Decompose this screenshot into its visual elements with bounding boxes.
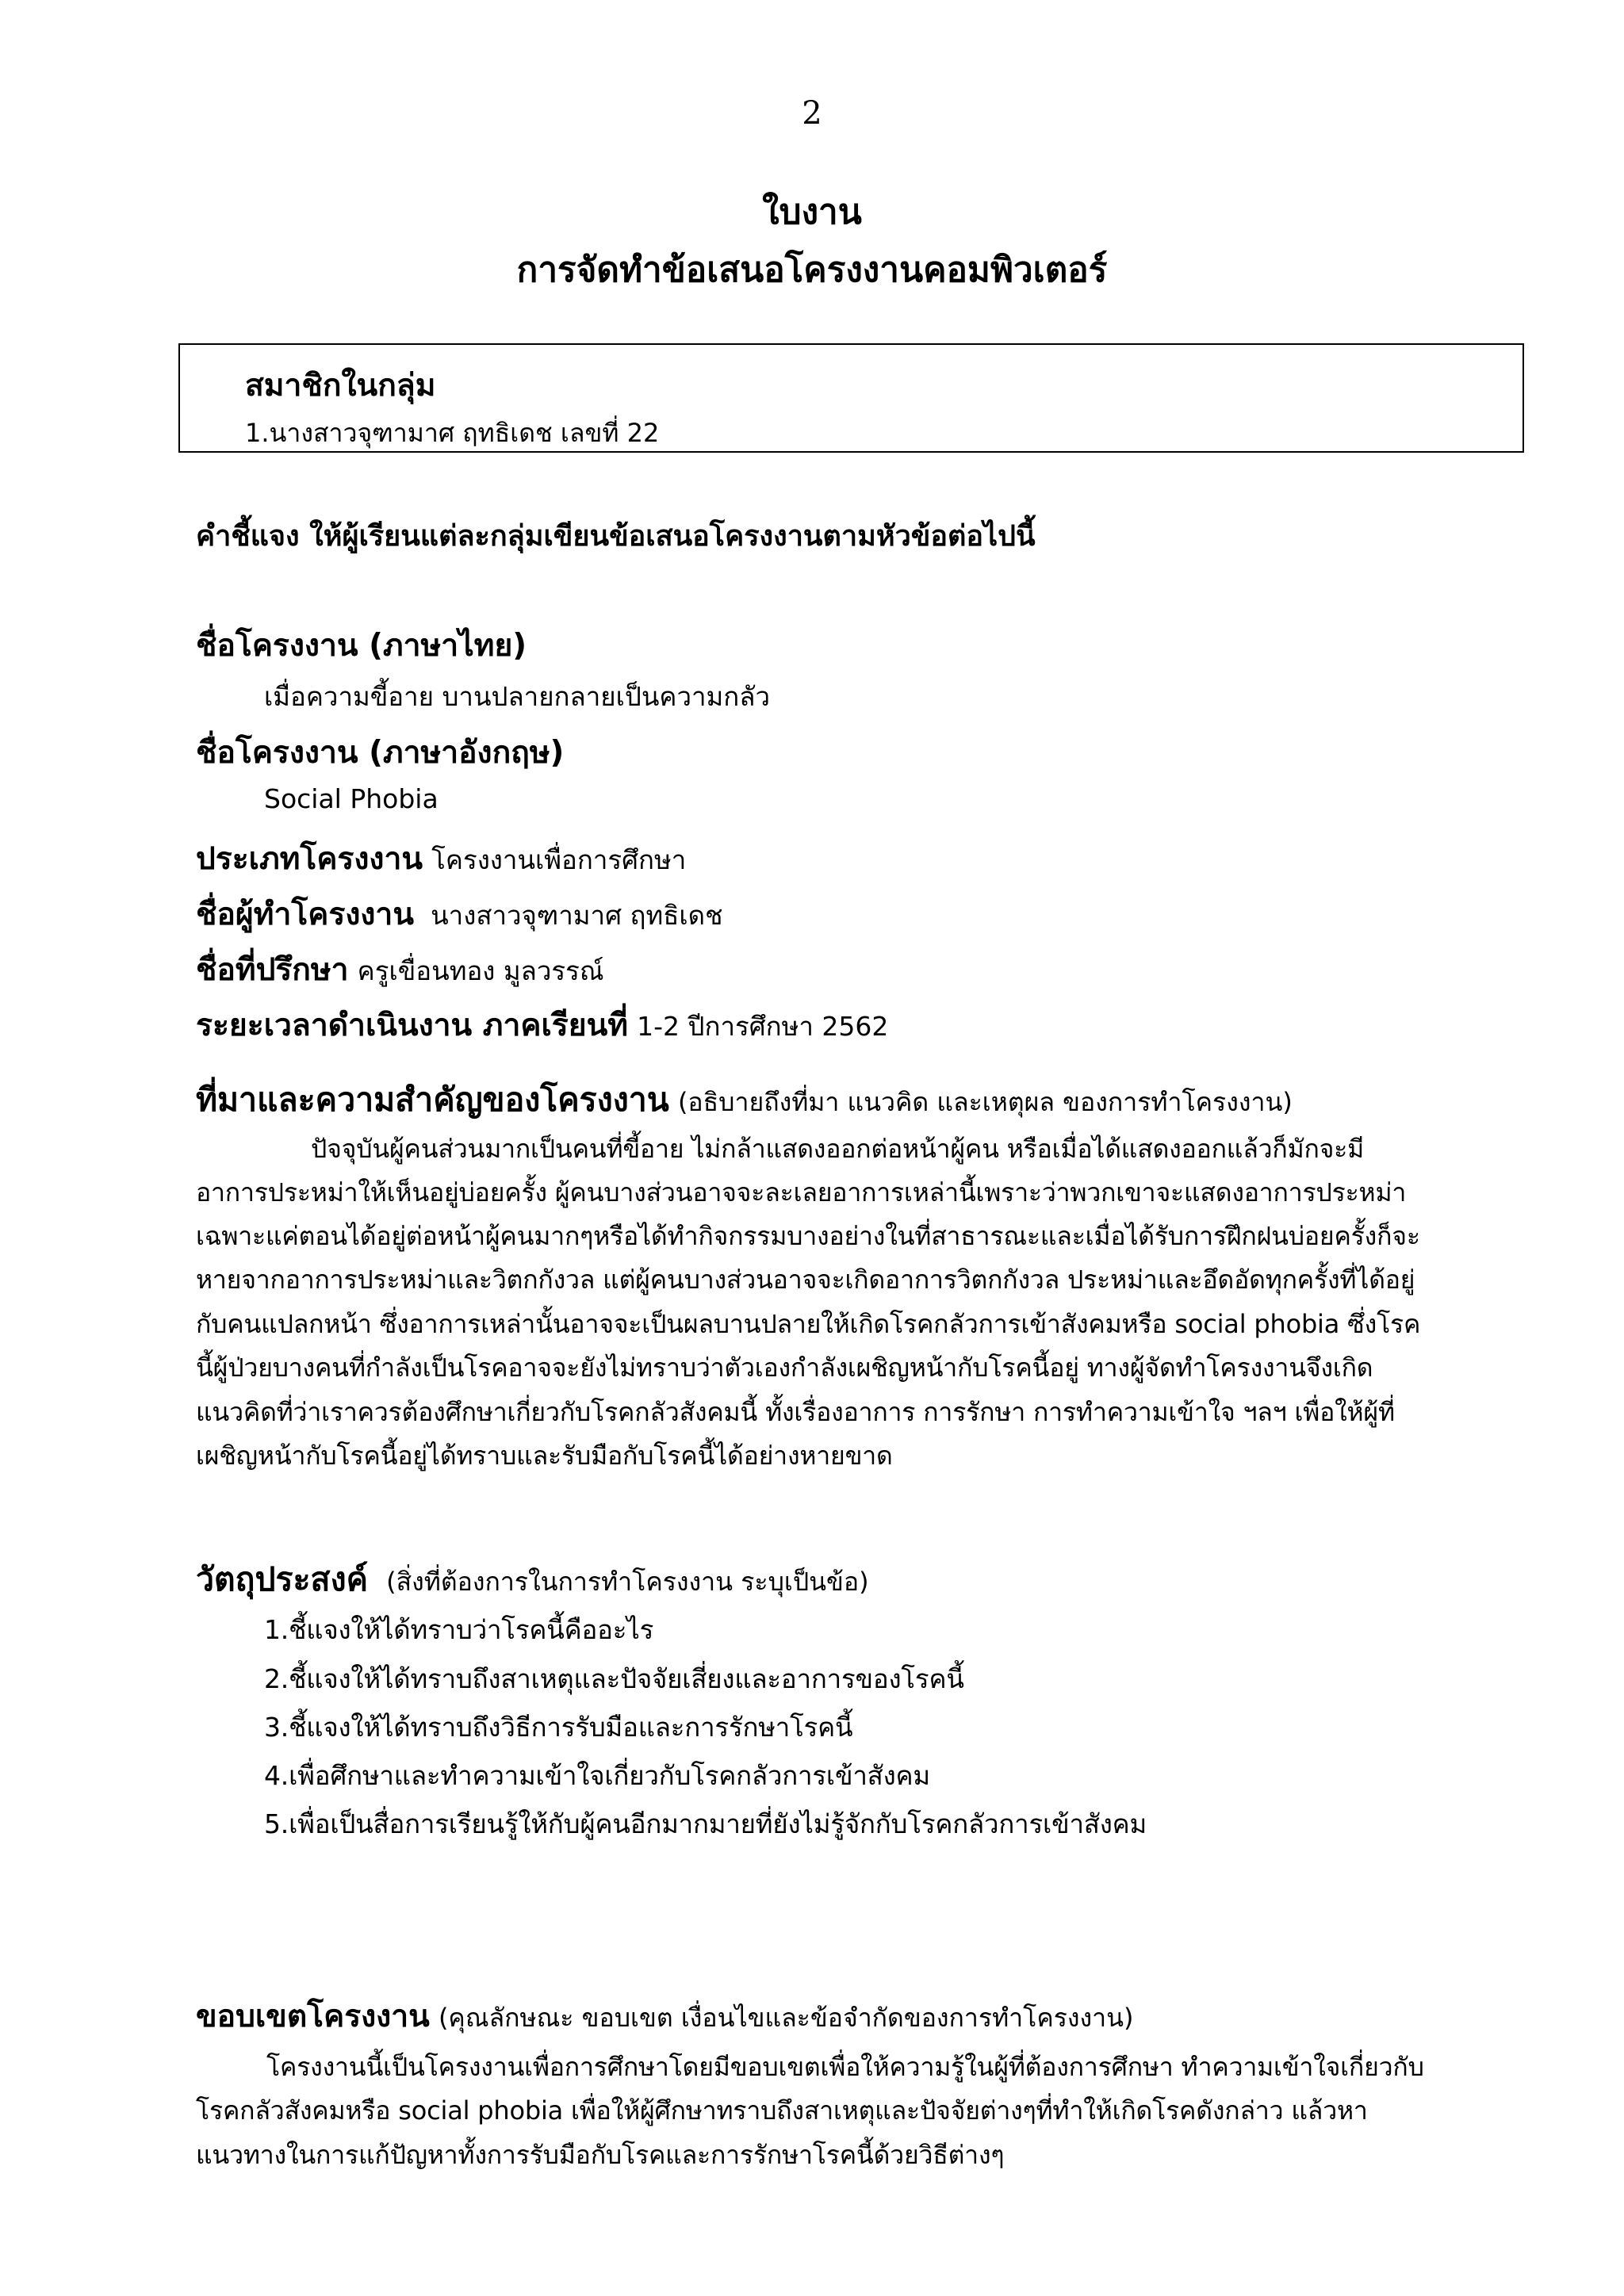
objectives-heading-row — [196, 1554, 869, 1605]
scope-line: แนวทางในการแก้ปัญหาทั้งการรับมือกับโรคและการรักษาโรคนี้ด้วยวิธีต่างๆ — [196, 2140, 1005, 2170]
scope-line: โรคกลัวสังคมหรือ social phobia เพื่อให้ผู้ศึกษาทราบถึงสาเหตุและปัจจัยต่างๆที่ทำให้เกิดโรคดังกล่าว แล้วหา — [196, 2095, 1368, 2126]
duration-value: 1-2 ปีการศึกษา 2562 — [637, 1011, 889, 1042]
objective-item: 5.เพื่อเป็นสื่อการเรียนรู้ให้กับผู้คนอีกมากมายที่ยังไม่รู้จักกับโรคกลัวการเข้าสังคม — [264, 1808, 1147, 1839]
scope-heading-row — [196, 1992, 1134, 2041]
project-type-row — [196, 834, 686, 883]
project-type-value: โครงงานเพื่อการศึกษา — [431, 844, 687, 875]
background-line: แนวคิดที่ว่าเราควรต้องศึกษาเกี่ยวกับโรคกลัวสังคมนี้ ทั้งเรื่องอาการ การรักษา การทำความเข้าใจ ฯลฯ เพื่อให้ผู้ที่ — [196, 1397, 1395, 1427]
project-name-en-label: ชื่อโครงงาน (ภาษาอังกฤษ) — [196, 735, 565, 771]
project-type-label: ประเภทโครงงาน — [196, 841, 423, 877]
background-heading-row — [196, 1074, 1293, 1126]
objective-item: 2.ชี้แจงให้ได้ทราบถึงสาเหตุและปัจจัยเสี่ยงและอาการของโรคนี้ — [264, 1663, 964, 1694]
worksheet-subtitle: การจัดทำข้อเสนอโครงงานคอมพิวเตอร์ — [516, 250, 1108, 290]
objectives-label: วัตถุประสงค์ — [196, 1560, 369, 1598]
background-line: ปัจจุบันผู้คนส่วนมากเป็นคนที่ขี้อาย ไม่กล้าแสดงออกต่อหน้าผู้คน หรือเมื่อได้แสดงออกแล้วก็มักจะมี — [311, 1134, 1365, 1164]
background-line: หายจากอาการประหม่าและวิตกกังวล แต่ผู้คนบางส่วนอาจจะเกิดอาการวิตกกังวล ประหม่าและอึดอัดทุกครั้งที่ได้อยู่ — [196, 1265, 1415, 1295]
background-note: (อธิบายถึงที่มา แนวคิด และเหตุผล ของการทำโครงงาน) — [677, 1087, 1293, 1117]
objective-item: 1.ชี้แจงให้ได้ทราบว่าโรคนี้คืออะไร — [264, 1614, 654, 1645]
background-line: เผชิญหน้ากับโรคนี้อยู่ได้ทราบและรับมือกับโรคนี้ได้อย่างหายขาด — [196, 1441, 893, 1471]
author-value: นางสาวจุฑามาศ ฤทธิเดช — [431, 900, 723, 931]
background-label: ที่มาและความสำคัญของโครงงาน — [196, 1081, 669, 1119]
advisor-value: ครูเขื่อนทอง มูลวรรณ์ — [357, 955, 604, 986]
project-name-th-value: เมื่อความขี้อาย บานปลายกลายเป็นความกลัว — [264, 681, 771, 712]
members-box — [178, 343, 1524, 453]
project-name-th-label: ชื่อโครงงาน (ภาษาไทย) — [196, 628, 527, 664]
background-line: กับคนแปลกหน้า ซึ่งอาการเหล่านั้นอาจจะเป็นผลบานปลายให้เกิดโรคกลัวการเข้าสังคมหรือ social phobia ซึ่งโรค — [196, 1309, 1421, 1339]
objectives-note: (สิ่งที่ต้องการในการทำโครงงาน ระบุเป็นข้อ) — [386, 1567, 869, 1597]
advisor-label: ชื่อที่ปรึกษา — [196, 952, 349, 988]
project-name-en-value: Social Phobia — [264, 783, 439, 814]
member-item: 1.นางสาวจุฑามาศ ฤทธิเดช เลขที่ 22 — [245, 418, 660, 448]
objective-item: 3.ชี้แจงให้ได้ทราบถึงวิธีการรับมือและการรักษาโรคนี้ — [264, 1712, 853, 1743]
instruction-text: คำชี้แจง ให้ผู้เรียนแต่ละกลุ่มเขียนข้อเสนอโครงงานตามหัวข้อต่อไปนี้ — [196, 520, 1036, 553]
scope-line: โครงงานนี้เป็นโครงงานเพื่อการศึกษาโดยมีขอบเขตเพื่อให้ความรู้ในผู้ที่ต้องการศึกษา ทำความเข้าใจเกี่ยวกับ — [266, 2052, 1424, 2082]
page-number: 2 — [802, 95, 822, 132]
background-line: เฉพาะแค่ตอนได้อยู่ต่อหน้าผู้คนมากๆหรือได้ทำกิจกรรมบางอย่างในที่สาธารณะและเมื่อได้รับการฝึกฝนบ่อยครั้งก็จะ — [196, 1221, 1420, 1251]
author-label: ชื่อผู้ทำโครงงาน — [196, 897, 414, 932]
author-row — [196, 890, 723, 939]
duration-row — [196, 1001, 888, 1050]
advisor-row — [196, 945, 603, 994]
background-line: นี้ผู้ป่วยบางคนที่กำลังเป็นโรคอาจจะยังไม่ทราบว่าตัวเองกำลังเผชิญหน้ากับโรคนี้อยู่ ทางผู้จัดทำโครงงานจึงเกิด — [196, 1353, 1373, 1383]
scope-note: (คุณลักษณะ ขอบเขต เงื่อนไขและข้อจำกัดของการทำโครงงาน) — [438, 2003, 1134, 2033]
scope-label: ขอบเขตโครงงาน — [196, 1999, 430, 2034]
members-heading: สมาชิกในกลุ่ม — [245, 368, 436, 404]
objective-item: 4.เพื่อศึกษาและทำความเข้าใจเกี่ยวกับโรคกลัวการเข้าสังคม — [264, 1760, 930, 1791]
background-line: อาการประหม่าให้เห็นอยู่บ่อยครั้ง ผู้คนบางส่วนอาจจะละเลยอาการเหล่านี้เพราะว่าพวกเขาจะแสดงอาการประหม่า — [196, 1177, 1407, 1207]
duration-label: ระยะเวลาดำเนินงาน ภาคเรียนที่ — [196, 1008, 628, 1043]
worksheet-title: ใบงาน — [762, 192, 862, 232]
